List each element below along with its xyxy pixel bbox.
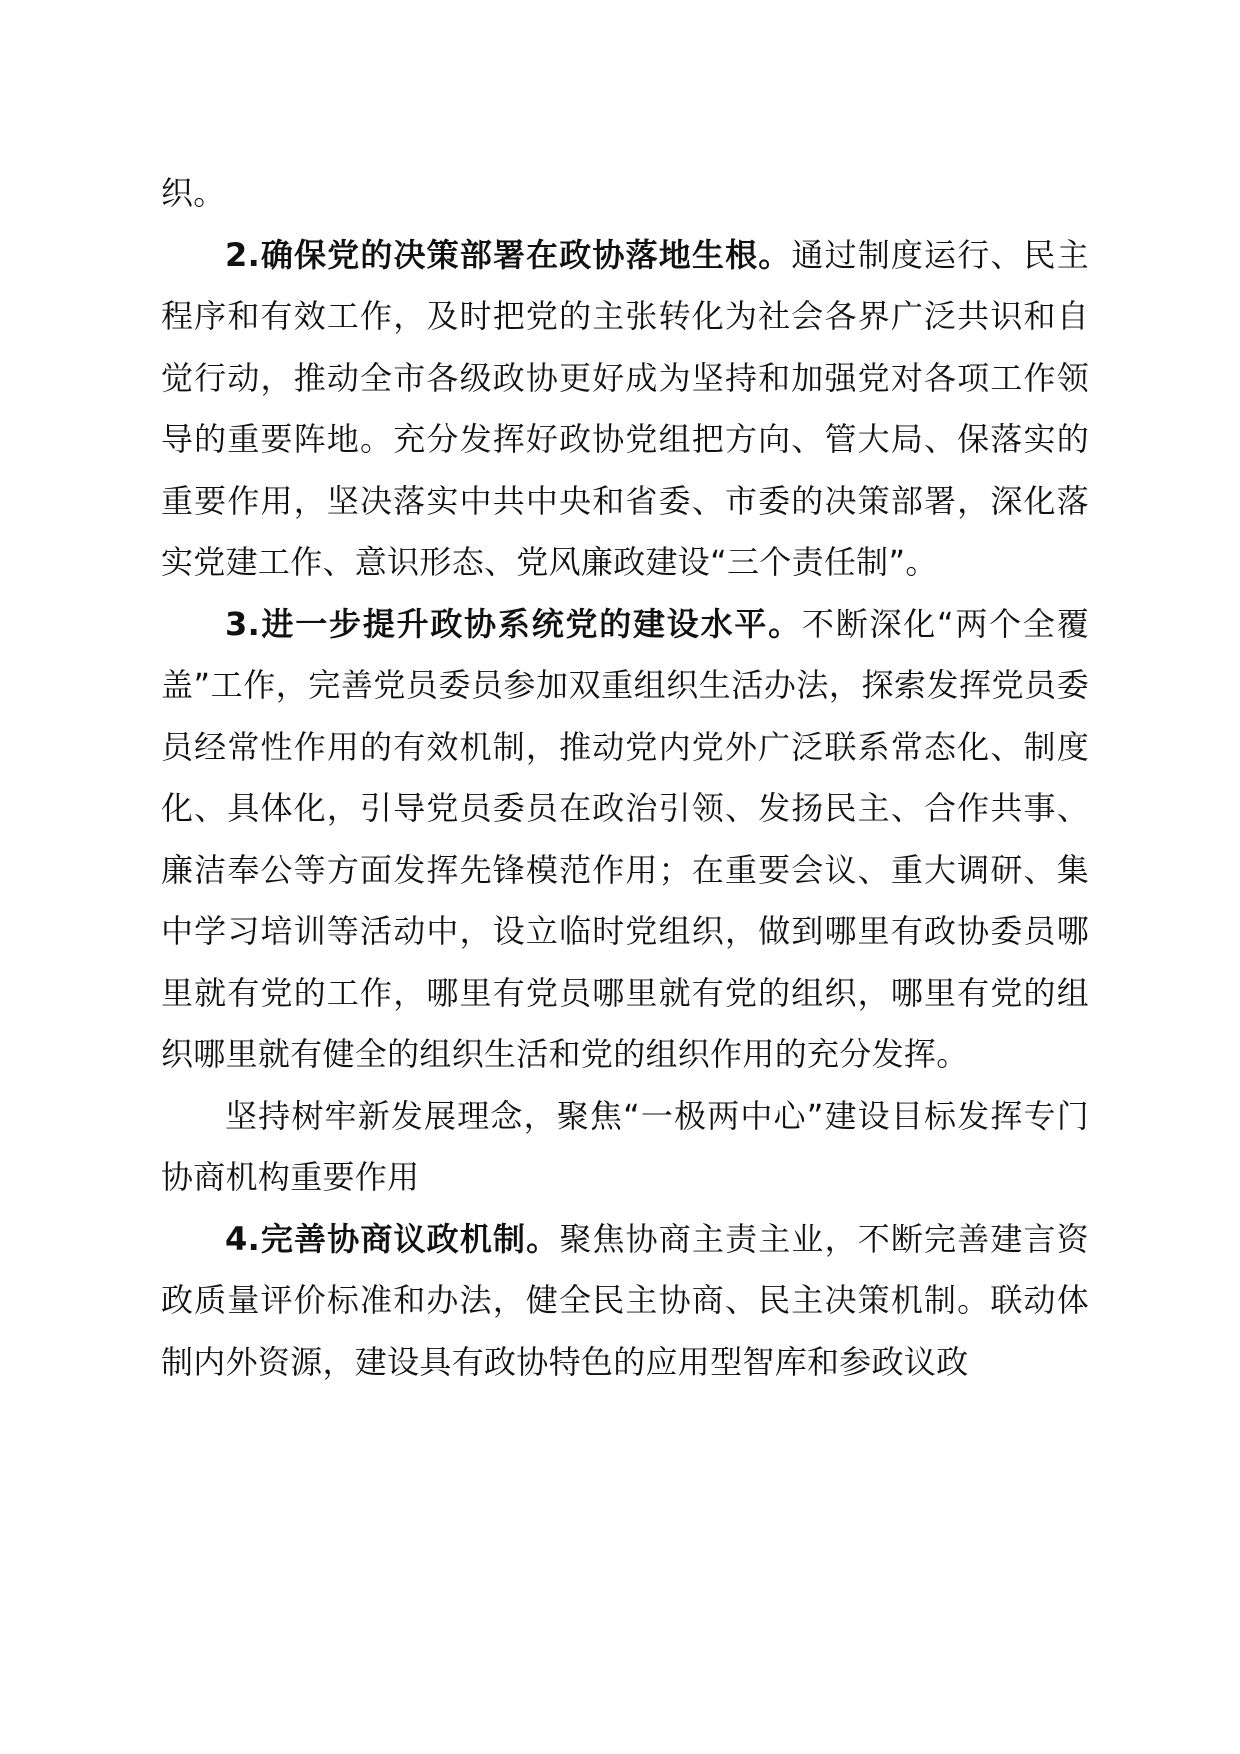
paragraph-lead: 3.进一步提升政协系统党的建设水平。 (225, 604, 802, 643)
paragraph-text: 不断深化“两个全覆盖”工作，完善党员委员参加双重组织生活办法，探索发挥党员委员经常性作用的有效机制，推动党内党外广泛联系常态化、制度化、具体化，引导党员委员在政治引领、发扬民主、合作共事、廉洁奉公等方面发挥先锋模范作用；在重要会议、重大调研、集中学习培训等活动中，设立临时党组织，做到哪里有政协委员哪里就有党的工作，哪里有党员哪里就有党的组织，哪里有党的组织哪里就有健全的组织生活和党的组织作用的充分发挥。 (161, 604, 1090, 1073)
paragraph-text: 聚焦协商主责主业，不断完善建言资政质量评价标准和办法，健全民主协商、民主决策机制。联动体制内外资源，建设具有政协特色的应用型智库和参政议政 (161, 1219, 1089, 1381)
paragraph-item-4 (161, 1209, 1089, 1394)
paragraph-continuation (161, 163, 1089, 225)
section-heading (161, 1086, 1089, 1209)
paragraph-lead: 4.完善协商议政机制。 (225, 1219, 560, 1258)
paragraph-lead: 2.确保党的决策部署在政协落地生根。 (225, 235, 792, 274)
paragraph-text: 坚持树牢新发展理念，聚焦“一极两中心”建设目标发挥专门协商机构重要作用 (161, 1096, 1089, 1196)
document-body (161, 163, 1089, 1393)
paragraph-text: 通过制度运行、民主程序和有效工作，及时把党的主张转化为社会各界广泛共识和自觉行动，推动全市各级政协更好成为坚持和加强党对各项工作领导的重要阵地。充分发挥好政协党组把方向、管大局、保落实的重要作用，坚决落实中共中央和省委、市委的决策部署，深化落实党建工作、意识形态、党风廉政建设“三个责任制”。 (161, 235, 1089, 581)
paragraph-text: 织。 (161, 174, 226, 212)
paragraph-item-2 (161, 225, 1089, 594)
paragraph-item-3 (161, 594, 1089, 1086)
